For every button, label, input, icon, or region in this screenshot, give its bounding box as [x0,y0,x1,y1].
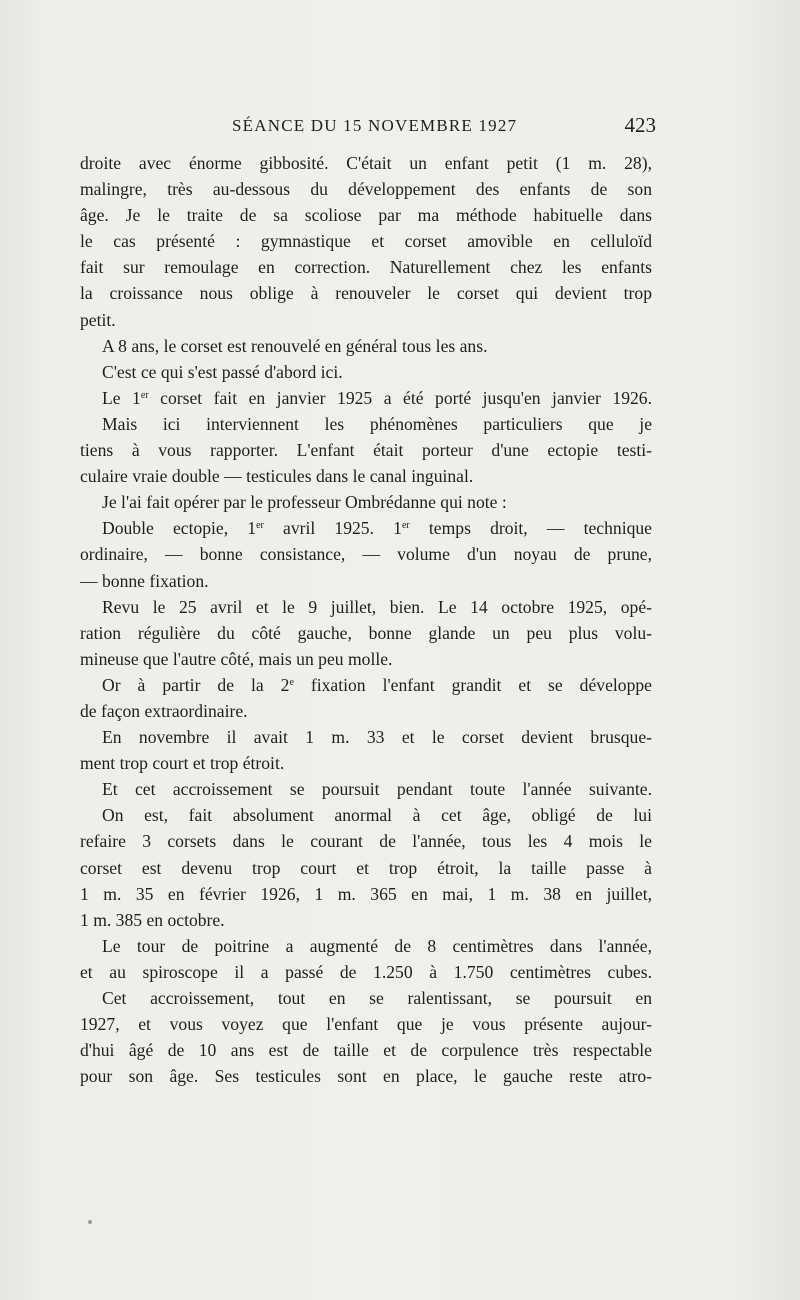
text-line: Revu le 25 avril et le 9 juillet, bien. Le 14 octobre 1925, opé- [102,596,652,617]
text-line: 1 m. 35 en février 1926, 1 m. 365 en mai, 1 m. 38 en juillet, [80,883,652,904]
paragraph [80,594,652,672]
text-line: d'hui âgé de 10 ans est de taille et de corpulence très respectable [80,1040,652,1061]
text-line: Mais ici interviennent les phénomènes particuliers que je [102,413,652,434]
text-line: — bonne fixation. [80,570,209,591]
paragraph [80,672,652,724]
superscript: er [401,520,410,532]
text-line: tiens à vous rapporter. L'enfant était porteur d'une ectopie testi- [80,440,652,461]
text-line: âge. Je le traite de sa scoliose par ma méthode habituelle dans [80,205,652,226]
text-line: Le 1er corset fait en janvier 1925 a été porté jusqu'en janvier 1926. [102,387,652,408]
text-line: la croissance nous oblige à renouveler le corset qui devient trop [80,283,652,304]
paragraph [80,776,652,802]
text-line: pour son âge. Ses testicules sont en place, le gauche reste atro- [80,1066,652,1087]
paragraph [80,933,652,985]
paragraph [80,985,652,1089]
text-line: Je l'ai fait opérer par le professeur Ombrédanne qui note : [102,492,507,513]
paragraph [80,333,652,359]
paragraph [80,359,652,385]
text-line: mineuse que l'autre côté, mais un peu molle. [80,648,393,669]
paragraph [80,150,652,333]
text-line: 1927, et vous voyez que l'enfant que je vous présente aujour- [80,1014,652,1035]
text-line: A 8 ans, le corset est renouvelé en général tous les ans. [102,335,488,356]
text-line: 1 m. 385 en octobre. [80,909,225,930]
text-line: le cas présenté : gymnastique et corset amovible en celluloïd [80,231,652,252]
paragraph [80,724,652,776]
text-line: de façon extraordinaire. [80,700,248,721]
text-line: Cet accroissement, tout en se ralentissant, se poursuit en [102,988,652,1008]
text-line: et au spiroscope il a passé de 1.250 à 1.750 centimètres cubes. [80,961,652,982]
text-line: malingre, très au-dessous du développement des enfants de son [80,179,652,200]
paper-speck [88,1220,92,1224]
body-text [80,150,652,1089]
text-line: On est, fait absolument anormal à cet âge, obligé de lui [102,805,652,826]
superscript: er [140,389,149,401]
text-line: Or à partir de la 2e fixation l'enfant grandit et se développe [102,674,652,695]
superscript: er [256,520,264,532]
page-number: 423 [624,113,656,137]
paragraph [80,411,652,489]
text-line: C'est ce qui s'est passé d'abord ici. [102,361,343,382]
paragraph [80,515,652,593]
text-line: droite avec énorme gibbosité. C'était un enfant petit (1 m. 28), [80,153,652,173]
text-line: ordinaire, — bonne consistance, — volume d'un noyau de prune, [80,544,652,565]
text-line: En novembre il avait 1 m. 33 et le corset devient brusque- [102,727,652,748]
text-line: Le tour de poitrine a augmenté de 8 centimètres dans l'année, [102,935,652,956]
text-line: petit. [80,309,116,330]
text-line: fait sur remoulage en correction. Naturellement chez les enfants [80,257,652,278]
paragraph [80,802,652,932]
superscript: e [289,676,294,688]
text-line: ration régulière du côté gauche, bonne glande un peu plus volu- [80,622,652,643]
text-line: culaire vraie double — testicules dans le canal inguinal. [80,466,474,487]
paragraph [80,385,652,411]
text-line: refaire 3 corsets dans le courant de l'année, tous les 4 mois le [80,831,652,852]
text-line: corset est devenu trop court et trop étroit, la taille passe à [80,857,652,878]
page-header [232,113,656,143]
running-head: SÉANCE DU 15 NOVEMBRE 1927 [232,116,518,135]
text-line: Double ectopie, 1er avril 1925. 1er temps droit, — technique [102,518,652,539]
text-line: ment trop court et trop étroit. [80,753,285,774]
text-line: Et cet accroissement se poursuit pendant toute l'année suivante. [102,779,652,800]
paragraph [80,489,652,515]
